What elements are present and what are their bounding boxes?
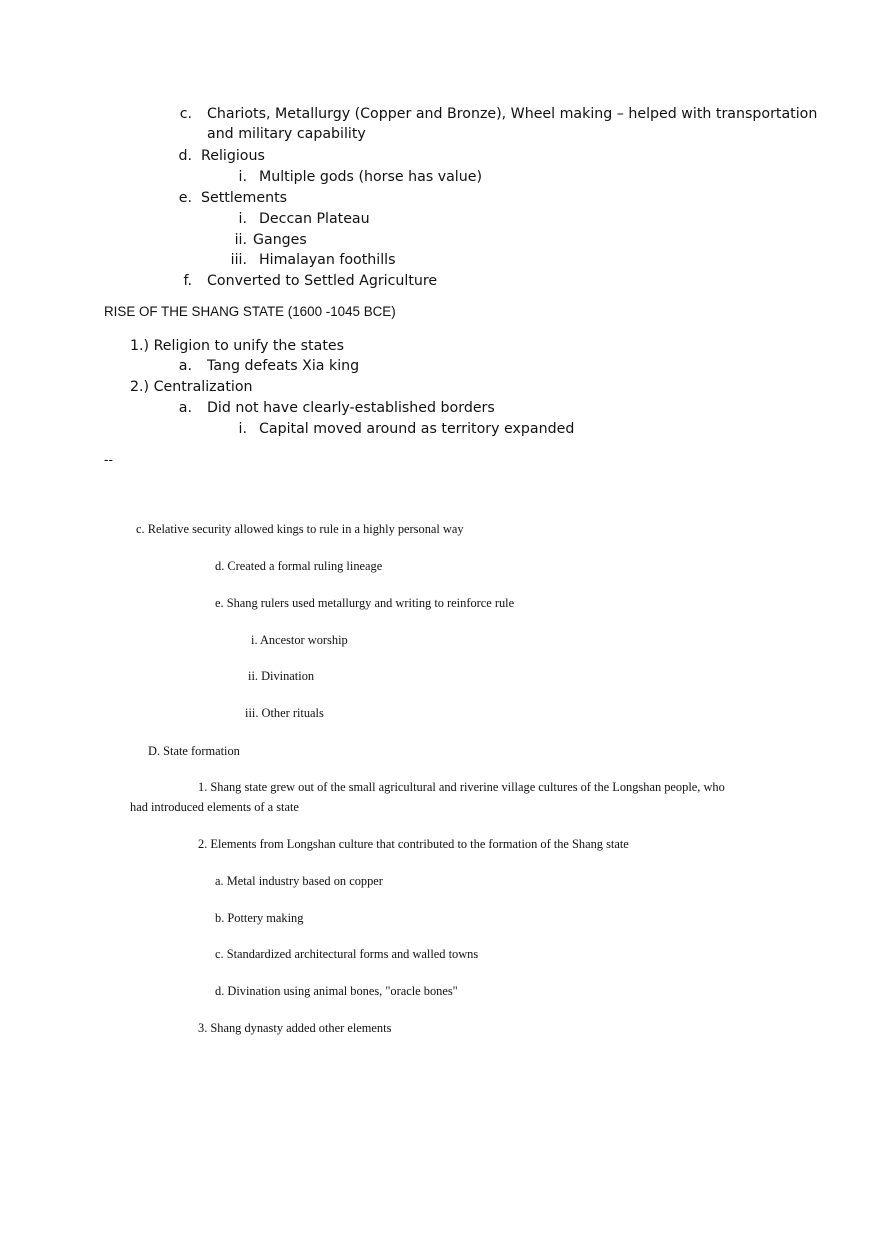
outline-item-f: [0, 271, 880, 291]
section-heading: RISE OF THE SHANG STATE (1600 -1045 BCE): [104, 304, 396, 319]
list-marker: i.: [238, 421, 247, 437]
list-item-text: Chariots, Metallurgy (Copper and Bronze), Wheel making – helped with transportation: [207, 106, 818, 122]
outline-point-2-a-i: [0, 419, 880, 439]
outline-point-2-a: [0, 398, 880, 418]
separator-dashes: --: [104, 452, 113, 467]
note-D: D. State formation: [148, 744, 240, 758]
outline-item-e-ii: [0, 230, 880, 250]
outline-item-d: [0, 146, 880, 166]
list-item-text-continued: and military capability: [207, 126, 366, 142]
list-marker: a.: [178, 358, 192, 374]
outline-item-e-iii: [0, 250, 880, 270]
list-item-text: Ganges: [253, 232, 307, 248]
note-e-iii: iii. Other rituals: [245, 706, 324, 720]
note-2-d: d. Divination using animal bones, "oracle bones": [215, 984, 458, 998]
outline-item-d-i: [0, 167, 880, 187]
list-marker: i.: [238, 211, 247, 227]
list-marker: f.: [183, 273, 192, 289]
list-marker: iii.: [230, 252, 247, 268]
note-e-i: i. Ancestor worship: [251, 633, 348, 647]
note-2: 2. Elements from Longshan culture that contributed to the formation of the Shang state: [198, 837, 629, 851]
note-c: c. Relative security allowed kings to rule in a highly personal way: [136, 522, 464, 536]
list-marker: a.: [178, 400, 192, 416]
list-marker: c.: [179, 106, 192, 122]
list-marker: ii.: [234, 232, 247, 248]
note-3: 3. Shang dynasty added other elements: [198, 1021, 392, 1035]
outline-item-e-i: [0, 209, 880, 229]
list-item-text: Deccan Plateau: [259, 211, 370, 227]
note-d: d. Created a formal ruling lineage: [215, 559, 383, 573]
outline-item-c: [0, 104, 880, 148]
outline-point-2: 2.) Centralization: [130, 379, 253, 395]
note-2-b: b. Pottery making: [215, 911, 304, 925]
outline-point-1: 1.) Religion to unify the states: [130, 338, 344, 354]
list-marker: i.: [238, 169, 247, 185]
list-item-text: Himalayan foothills: [259, 252, 396, 268]
list-marker: d.: [178, 148, 192, 164]
note-2-a: a. Metal industry based on copper: [215, 874, 383, 888]
note-1: 1. Shang state grew out of the small agricultural and riverine village cultures of the Longshan people, who: [198, 780, 725, 794]
list-item-text: Multiple gods (horse has value): [259, 169, 483, 185]
list-marker: e.: [178, 190, 192, 206]
list-item-text: Did not have clearly-established borders: [207, 400, 495, 416]
list-item-text: Capital moved around as territory expanded: [259, 421, 575, 437]
list-item-text: Tang defeats Xia king: [207, 358, 360, 374]
list-item-text: Religious: [201, 148, 265, 164]
list-item-text: Converted to Settled Agriculture: [207, 273, 438, 289]
outline-point-1-a: [0, 356, 880, 376]
note-e: e. Shang rulers used metallurgy and writing to reinforce rule: [215, 596, 515, 610]
list-item-text: Settlements: [201, 190, 288, 206]
note-2-c: c. Standardized architectural forms and walled towns: [215, 947, 479, 961]
note-1-continued: had introduced elements of a state: [130, 800, 299, 814]
outline-item-e: [0, 188, 880, 208]
note-e-ii: ii. Divination: [248, 669, 315, 683]
